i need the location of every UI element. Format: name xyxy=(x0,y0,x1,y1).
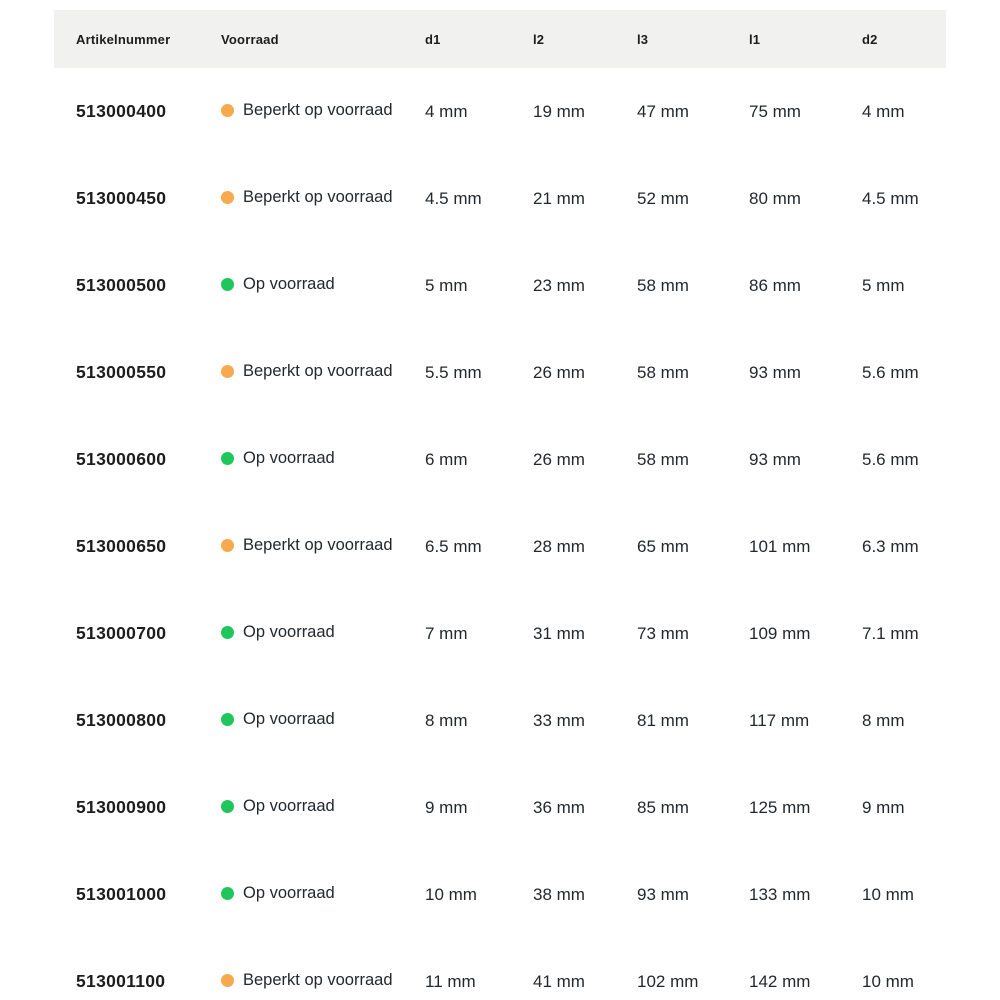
l2-value: 26 mm xyxy=(511,416,615,503)
stock-status-dot-icon xyxy=(221,887,234,900)
stock-status-label: Beperkt op voorraad xyxy=(243,971,393,989)
stock-status-label: Op voorraad xyxy=(243,797,335,815)
d1-value: 6.5 mm xyxy=(403,503,511,590)
column-header-d1: d1 xyxy=(403,10,511,68)
d2-value: 4 mm xyxy=(840,68,946,155)
stock-cell xyxy=(199,68,403,155)
table-row xyxy=(54,590,946,677)
d2-value: 5.6 mm xyxy=(840,329,946,416)
l3-value: 65 mm xyxy=(615,503,727,590)
stock-cell xyxy=(199,677,403,764)
stock-status xyxy=(221,188,393,207)
d1-value: 11 mm xyxy=(403,938,511,1000)
d2-value: 10 mm xyxy=(840,938,946,1000)
l3-value: 73 mm xyxy=(615,590,727,677)
l2-value: 26 mm xyxy=(511,329,615,416)
column-header-d2: d2 xyxy=(840,10,946,68)
stock-status-dot-icon xyxy=(221,713,234,726)
table-row xyxy=(54,329,946,416)
column-header-l3: l3 xyxy=(615,10,727,68)
article-number[interactable]: 513000800 xyxy=(54,677,199,764)
d2-value: 10 mm xyxy=(840,851,946,938)
stock-cell xyxy=(199,938,403,1000)
l3-value: 58 mm xyxy=(615,329,727,416)
stock-status-dot-icon xyxy=(221,800,234,813)
table-row xyxy=(54,242,946,329)
l1-value: 86 mm xyxy=(727,242,840,329)
stock-status-dot-icon xyxy=(221,626,234,639)
stock-status-label: Op voorraad xyxy=(243,275,335,293)
stock-status xyxy=(221,449,335,468)
column-header-l2: l2 xyxy=(511,10,615,68)
l1-value: 109 mm xyxy=(727,590,840,677)
stock-status-label: Beperkt op voorraad xyxy=(243,536,393,554)
l2-value: 36 mm xyxy=(511,764,615,851)
l1-value: 101 mm xyxy=(727,503,840,590)
article-number[interactable]: 513000700 xyxy=(54,590,199,677)
stock-cell xyxy=(199,851,403,938)
d1-value: 8 mm xyxy=(403,677,511,764)
d1-value: 7 mm xyxy=(403,590,511,677)
l3-value: 47 mm xyxy=(615,68,727,155)
l2-value: 19 mm xyxy=(511,68,615,155)
article-number[interactable]: 513001000 xyxy=(54,851,199,938)
l1-value: 133 mm xyxy=(727,851,840,938)
stock-cell xyxy=(199,155,403,242)
l3-value: 58 mm xyxy=(615,242,727,329)
table-header-row xyxy=(54,10,946,68)
stock-status xyxy=(221,362,393,381)
stock-cell xyxy=(199,590,403,677)
d1-value: 9 mm xyxy=(403,764,511,851)
stock-status-label: Op voorraad xyxy=(243,449,335,467)
d2-value: 4.5 mm xyxy=(840,155,946,242)
stock-status-dot-icon xyxy=(221,191,234,204)
stock-cell xyxy=(199,503,403,590)
stock-cell xyxy=(199,416,403,503)
l1-value: 93 mm xyxy=(727,416,840,503)
article-number[interactable]: 513000450 xyxy=(54,155,199,242)
l3-value: 81 mm xyxy=(615,677,727,764)
column-header-artikelnummer: Artikelnummer xyxy=(54,10,199,68)
l3-value: 52 mm xyxy=(615,155,727,242)
product-spec-table-container xyxy=(54,10,946,1000)
article-number[interactable]: 513001100 xyxy=(54,938,199,1000)
stock-status-label: Op voorraad xyxy=(243,623,335,641)
article-number[interactable]: 513000900 xyxy=(54,764,199,851)
stock-status-label: Beperkt op voorraad xyxy=(243,362,393,380)
l2-value: 33 mm xyxy=(511,677,615,764)
l1-value: 75 mm xyxy=(727,68,840,155)
stock-cell xyxy=(199,242,403,329)
d2-value: 9 mm xyxy=(840,764,946,851)
l2-value: 41 mm xyxy=(511,938,615,1000)
article-number[interactable]: 513000650 xyxy=(54,503,199,590)
d1-value: 10 mm xyxy=(403,851,511,938)
l2-value: 23 mm xyxy=(511,242,615,329)
table-row xyxy=(54,938,946,1000)
stock-status xyxy=(221,275,335,294)
stock-cell xyxy=(199,329,403,416)
l2-value: 38 mm xyxy=(511,851,615,938)
d2-value: 5 mm xyxy=(840,242,946,329)
l1-value: 117 mm xyxy=(727,677,840,764)
stock-status xyxy=(221,710,335,729)
stock-status xyxy=(221,623,335,642)
l2-value: 28 mm xyxy=(511,503,615,590)
d1-value: 5 mm xyxy=(403,242,511,329)
article-number[interactable]: 513000600 xyxy=(54,416,199,503)
l3-value: 85 mm xyxy=(615,764,727,851)
stock-status-dot-icon xyxy=(221,452,234,465)
l3-value: 93 mm xyxy=(615,851,727,938)
article-number[interactable]: 513000550 xyxy=(54,329,199,416)
column-header-voorraad: Voorraad xyxy=(199,10,403,68)
stock-status xyxy=(221,101,393,120)
d1-value: 4.5 mm xyxy=(403,155,511,242)
stock-status-label: Op voorraad xyxy=(243,884,335,902)
table-row xyxy=(54,416,946,503)
stock-status xyxy=(221,797,335,816)
stock-status xyxy=(221,884,335,903)
l3-value: 58 mm xyxy=(615,416,727,503)
table-row xyxy=(54,155,946,242)
stock-status-dot-icon xyxy=(221,365,234,378)
product-spec-table xyxy=(54,10,946,1000)
l2-value: 31 mm xyxy=(511,590,615,677)
l2-value: 21 mm xyxy=(511,155,615,242)
stock-status-dot-icon xyxy=(221,278,234,291)
stock-status-dot-icon xyxy=(221,539,234,552)
table-header xyxy=(54,10,946,68)
d2-value: 5.6 mm xyxy=(840,416,946,503)
table-row xyxy=(54,503,946,590)
d1-value: 5.5 mm xyxy=(403,329,511,416)
stock-status-dot-icon xyxy=(221,104,234,117)
l1-value: 142 mm xyxy=(727,938,840,1000)
stock-cell xyxy=(199,764,403,851)
d2-value: 6.3 mm xyxy=(840,503,946,590)
l1-value: 93 mm xyxy=(727,329,840,416)
article-number[interactable]: 513000400 xyxy=(54,68,199,155)
stock-status-label: Beperkt op voorraad xyxy=(243,101,393,119)
d2-value: 7.1 mm xyxy=(840,590,946,677)
stock-status-dot-icon xyxy=(221,974,234,987)
stock-status-label: Beperkt op voorraad xyxy=(243,188,393,206)
stock-status xyxy=(221,536,393,555)
article-number[interactable]: 513000500 xyxy=(54,242,199,329)
table-row xyxy=(54,851,946,938)
stock-status xyxy=(221,971,393,990)
table-body xyxy=(54,68,946,1000)
column-header-l1: l1 xyxy=(727,10,840,68)
d1-value: 6 mm xyxy=(403,416,511,503)
stock-status-label: Op voorraad xyxy=(243,710,335,728)
table-row xyxy=(54,764,946,851)
table-row xyxy=(54,677,946,764)
l1-value: 125 mm xyxy=(727,764,840,851)
table-row xyxy=(54,68,946,155)
l3-value: 102 mm xyxy=(615,938,727,1000)
d1-value: 4 mm xyxy=(403,68,511,155)
d2-value: 8 mm xyxy=(840,677,946,764)
l1-value: 80 mm xyxy=(727,155,840,242)
